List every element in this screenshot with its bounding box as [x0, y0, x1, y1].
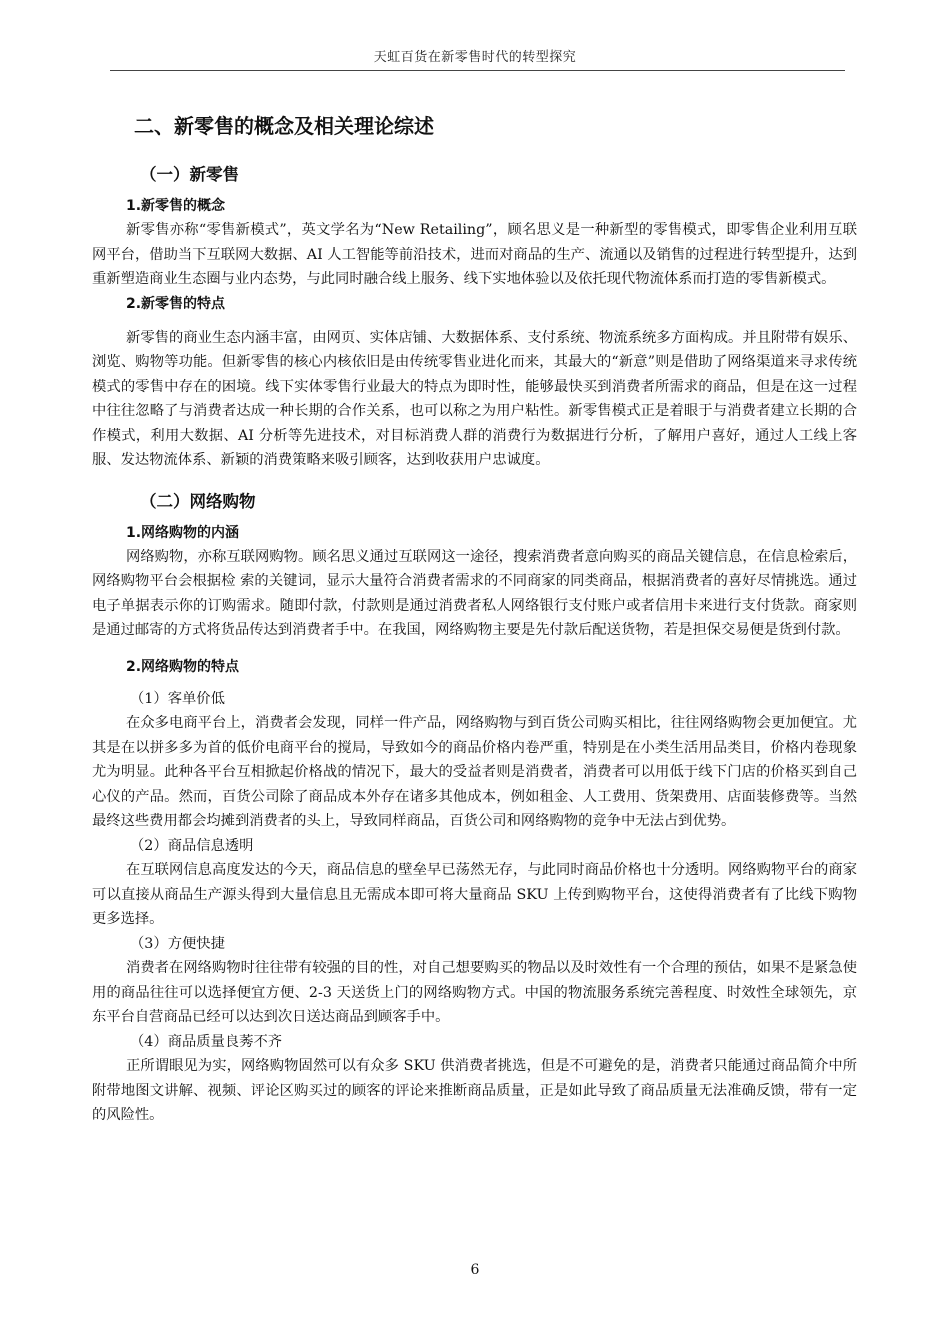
page-content — [92, 96, 857, 1128]
feature-text-transparent-info: 在互联网信息高度发达的今天，商品信息的壁垒早已荡然无存，与此同时商品价格也十分透明。网络购物平台的商家可以直接从商品生产源头得到大量信息且无需成本即可将大量商品 SKU 上传到购物平台，这使得消费者有了比线下购物更多选择。 — [92, 862, 857, 927]
feature-label-transparent-info: （2）商品信息透明 — [130, 837, 254, 854]
paragraph-new-retail-features: 新零售的商业生态内涵丰富，由网页、实体店铺、大数据体系、支付系统、物流系统多方面构成。并且附带有娱乐、浏览、购物等功能。但新零售的核心内核依旧是由传统零售业进化而来，其最大的“新意”则是借助了网络渠道来寻求传统模式的零售中存在的困境。线下实体零售行业最大的特点为即时性，能够最快买到消费者所需求的商品，但是在这一过程中往往忽略了与消费者达成一种长期的合作关系，也可以称之为用户粘性。新零售模式正是着眼于与消费者建立长期的合作模式，利用大数据、AI 分析等先进技术，对目标消费人群的消费行为数据进行分析，了解用户喜好，通过人工线上客服、发达物流体系、新颖的消费策略来吸引顾客，达到收获用户忠诚度。 — [92, 329, 857, 468]
heading-online-shopping-meaning: 1.网络购物的内涵 — [126, 524, 240, 541]
feature-label-convenience: （3）方便快捷 — [130, 935, 225, 952]
running-header: 天虹百货在新零售时代的转型探究 — [373, 50, 577, 65]
subsection-heading-new-retail: （一）新零售 — [140, 165, 239, 184]
paragraph-online-shopping-meaning: 网络购物，亦称互联网购物。顾名思义通过互联网这一途径，搜索消费者意向购买的商品关键信息，在信息检索后，网络购物平台会根据检 索的关键词，显示大量符合消费者需求的不同商家的同类商品，根据消费者的喜好尽情挑选。通过电子单据表示你的订购需求。随即付款，付款则是通过消费者私人网络银行支付账户或者信用卡来进行支付货款。商家则是通过邮寄的方式将货品传达到消费者手中。在我国，网络购物主要是先付款后配送货物，若是担保交易便是货到付款。 — [92, 548, 857, 638]
header-rule — [110, 70, 845, 71]
feature-text-quality: 正所谓眼见为实，网络购物固然可以有众多 SKU 供消费者挑选，但是不可避免的是，消费者只能通过商品简介中所附带地图文讲解、视频、评论区购买过的顾客的评论来推断商品质量，正是如此导致了商品质量无法准确反馈，带有一定的风险性。 — [92, 1058, 857, 1123]
subsection-heading-online-shopping: （二）网络购物 — [140, 491, 256, 511]
feature-label-quality: （4）商品质量良莠不齐 — [130, 1033, 283, 1050]
heading-new-retail-features: 2.新零售的特点 — [126, 295, 226, 312]
heading-online-shopping-features: 2.网络购物的特点 — [126, 658, 240, 675]
feature-label-low-price: （1）客单价低 — [130, 690, 225, 707]
feature-text-convenience: 消费者在网络购物时往往带有较强的目的性，对自己想要购买的物品以及时效性有一个合理的预估，如果不是紧急使用的商品往往可以选择便宜方便、2-3 天送货上门的网络购物方式。中国的物流服务系统完善程度、时效性全球领先，京东平台自营商品已经可以达到次日送达商品到顾客手中。 — [92, 960, 857, 1025]
heading-new-retail-concept: 1.新零售的概念 — [126, 198, 226, 214]
feature-text-low-price: 在众多电商平台上，消费者会发现，同样一件产品，网络购物与到百货公司购买相比，往往网络购物会更加便宜。尤其是在以拼多多为首的低价电商平台的搅局，导致如今的商品价格内卷严重，特别是在小类生活用品类目，价格内卷现象尤为明显。此种各平台互相掀起价格战的情况下，最大的受益者则是消费者，消费者可以用低于线下门店的价格买到自己心仪的产品。然而，百货公司除了商品成本外存在诸多其他成本，例如租金、人工费用、货架费用、店面装修费等。当然最终这些费用都会均摊到消费者的头上，导致同样商品，百货公司和网络购物的竞争中无法占到优势。 — [92, 715, 857, 829]
page-number: 6 — [470, 1262, 480, 1278]
paragraph-new-retail-concept: 新零售亦称“零售新模式”，英文学名为“New Retailing”，顾名思义是一种新型的零售模式，即零售企业利用互联网平台，借助当下互联网大数据、AI 人工智能等前沿技术，进而对商品的生产、流通以及销售的过程进行转型提升，达到重新塑造商业生态圈与业内态势，与此同时融合线上服务、线下实地体验以及依托现代物流体系而打造的零售新模式。 — [92, 222, 857, 287]
section-heading: 二、新零售的概念及相关理论综述 — [134, 114, 434, 138]
